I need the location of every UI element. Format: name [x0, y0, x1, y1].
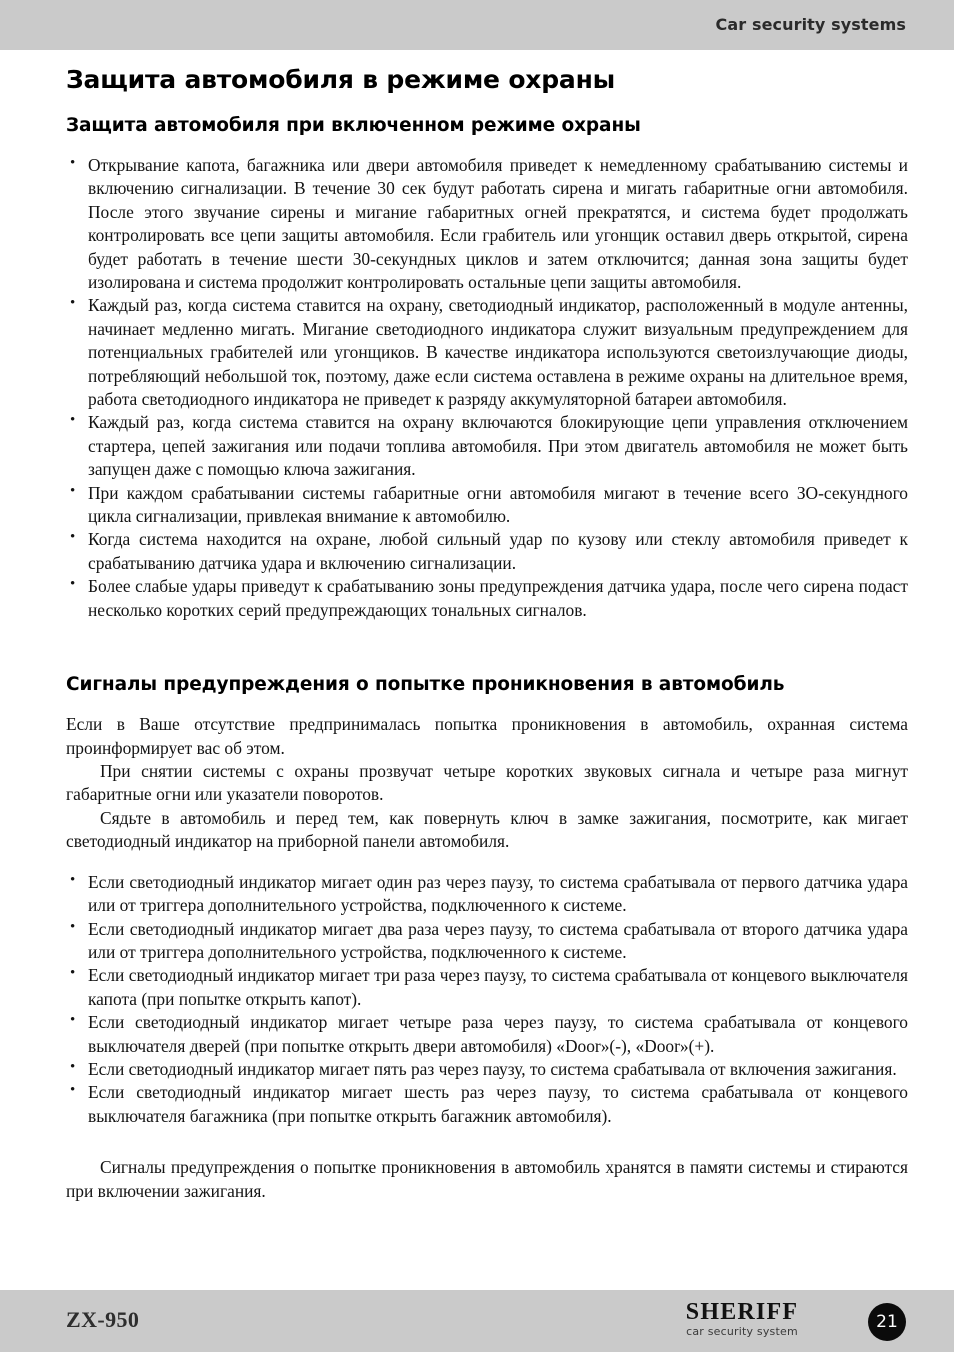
section2-intro-paragraph: Сядьте в автомобиль и перед тем, как повернуть ключ в замке зажигания, посмотрите, как мигает светодиодный индикатор на приборной панели автомобиля. — [66, 807, 908, 852]
footer-model-label: ZX-950 — [66, 1307, 140, 1332]
section2-closing-paragraph: Сигналы предупреждения о попытке проникновения в автомобиль хранятся в памяти системы и стираются при включении зажигания. — [66, 1157, 908, 1201]
list-item: • Каждый раз, когда система ставится на охрану, светодиодный индикатор, расположенный в модуле антенны, начинает медленно мигать. Мигание светодиодного индикатора служит визуальным предупреждением для потенциальных грабителей или угонщиков. В качестве индикатора используются светоизлучающие диоды, потребляющий небольшой ток, поэтому, даже если система оставлена в режиме охраны на длительное время, работа светодиодного индикатора не приведет к разряду аккумуляторной батареи автомобиля. — [66, 294, 908, 411]
list-item: • Когда система находится на охране, любой сильный удар по кузову или стеклу автомобиля приведет к срабатыванию датчика удара и включению сигнализации. — [66, 528, 908, 575]
section2-intro-paragraph: Если в Ваше отсутствие предпринималась попытка проникновения в автомобиль, охранная система проинформирует вас об этом. — [66, 714, 908, 758]
brand-name-text: SHERIFF — [685, 1299, 799, 1325]
list-item: • Каждый раз, когда система ставится на охрану включаются блокирующие цепи управления отключением стартера, цепей зажигания или подачи топлива автомобиля. При этом двигатель автомобиля не может быть запущен даже с помощью ключа зажигания. — [66, 411, 908, 481]
running-header-title: Car security systems — [715, 15, 906, 34]
page-number-badge: 21 — [868, 1303, 906, 1341]
section2-bullet-list — [66, 871, 908, 1128]
list-item: • Если светодиодный индикатор мигает один раз через паузу, то система срабатывала от первого датчика удара или от триггера дополнительного устройства, подключенного к системе. — [66, 871, 908, 918]
section-heading-warning-signals: Сигналы предупреждения о попытке проникновения в автомобиль — [66, 674, 785, 696]
list-item: • Если светодиодный индикатор мигает четыре раза через паузу, то система срабатывала от концевого выключателя дверей (при попытке открыть двери автомобиля) «Door»(-), «Door»(+). — [66, 1011, 908, 1058]
section-heading-protection: Защита автомобиля при включенном режиме охраны — [66, 114, 641, 136]
list-item: • Если светодиодный индикатор мигает два раза через паузу, то система срабатывала от второго датчика удара или от триггера дополнительного устройства, подключенного к системе. — [66, 918, 908, 965]
brand-logo — [652, 1300, 832, 1337]
list-item: • Если светодиодный индикатор мигает шесть раз через паузу, то система срабатывала от концевого выключателя багажника (при попытке открыть багажник автомобиля). — [66, 1081, 908, 1128]
list-item: • Открывание капота, багажника или двери автомобиля приведет к немедленному срабатыванию системы и включению сигнализации. В течение 30 сек будут работать сирена и мигать габаритные огни автомобиля. После этого звучание сирены и мигание габаритных огней прекратятся, и система будет продолжать контролировать все цепи защиты автомобиля. Если грабитель или угонщик оставил дверь открытой, сирена будет работать в течение шести 30-секундных циклов и затем отключится; данная зона защиты будет изолирована и система продолжит контролировать остальные цепи защиты автомобиля. — [66, 154, 908, 294]
section1-bullet-list — [66, 154, 908, 622]
section2-intro-paragraph: При снятии системы с охраны прозвучат четыре коротких звуковых сигнала и четыре раза мигнут габаритные огни или указатели поворотов. — [66, 761, 908, 805]
page-content — [66, 66, 908, 1203]
page-title: Защита автомобиля в режиме охраны — [66, 65, 616, 94]
list-item: • Если светодиодный индикатор мигает пять раз через паузу, то система срабатывала от включения зажигания. — [66, 1058, 908, 1081]
brand-tagline-text: car security system — [686, 1325, 798, 1338]
list-item: • При каждом срабатывании системы габаритные огни автомобиля мигают в течение всего ЗО-секундного цикла сигнализации, привлекая внимание к автомобилю. — [66, 482, 908, 529]
list-item: • Более слабые удары приведут к срабатыванию зоны предупреждения датчика удара, после чего сирена подаст несколько коротких серий предупреждающих тональных сигналов. — [66, 575, 908, 622]
list-item: • Если светодиодный индикатор мигает три раза через паузу, то система срабатывала от концевого выключателя капота (при попытке открыть капот). — [66, 964, 908, 1011]
